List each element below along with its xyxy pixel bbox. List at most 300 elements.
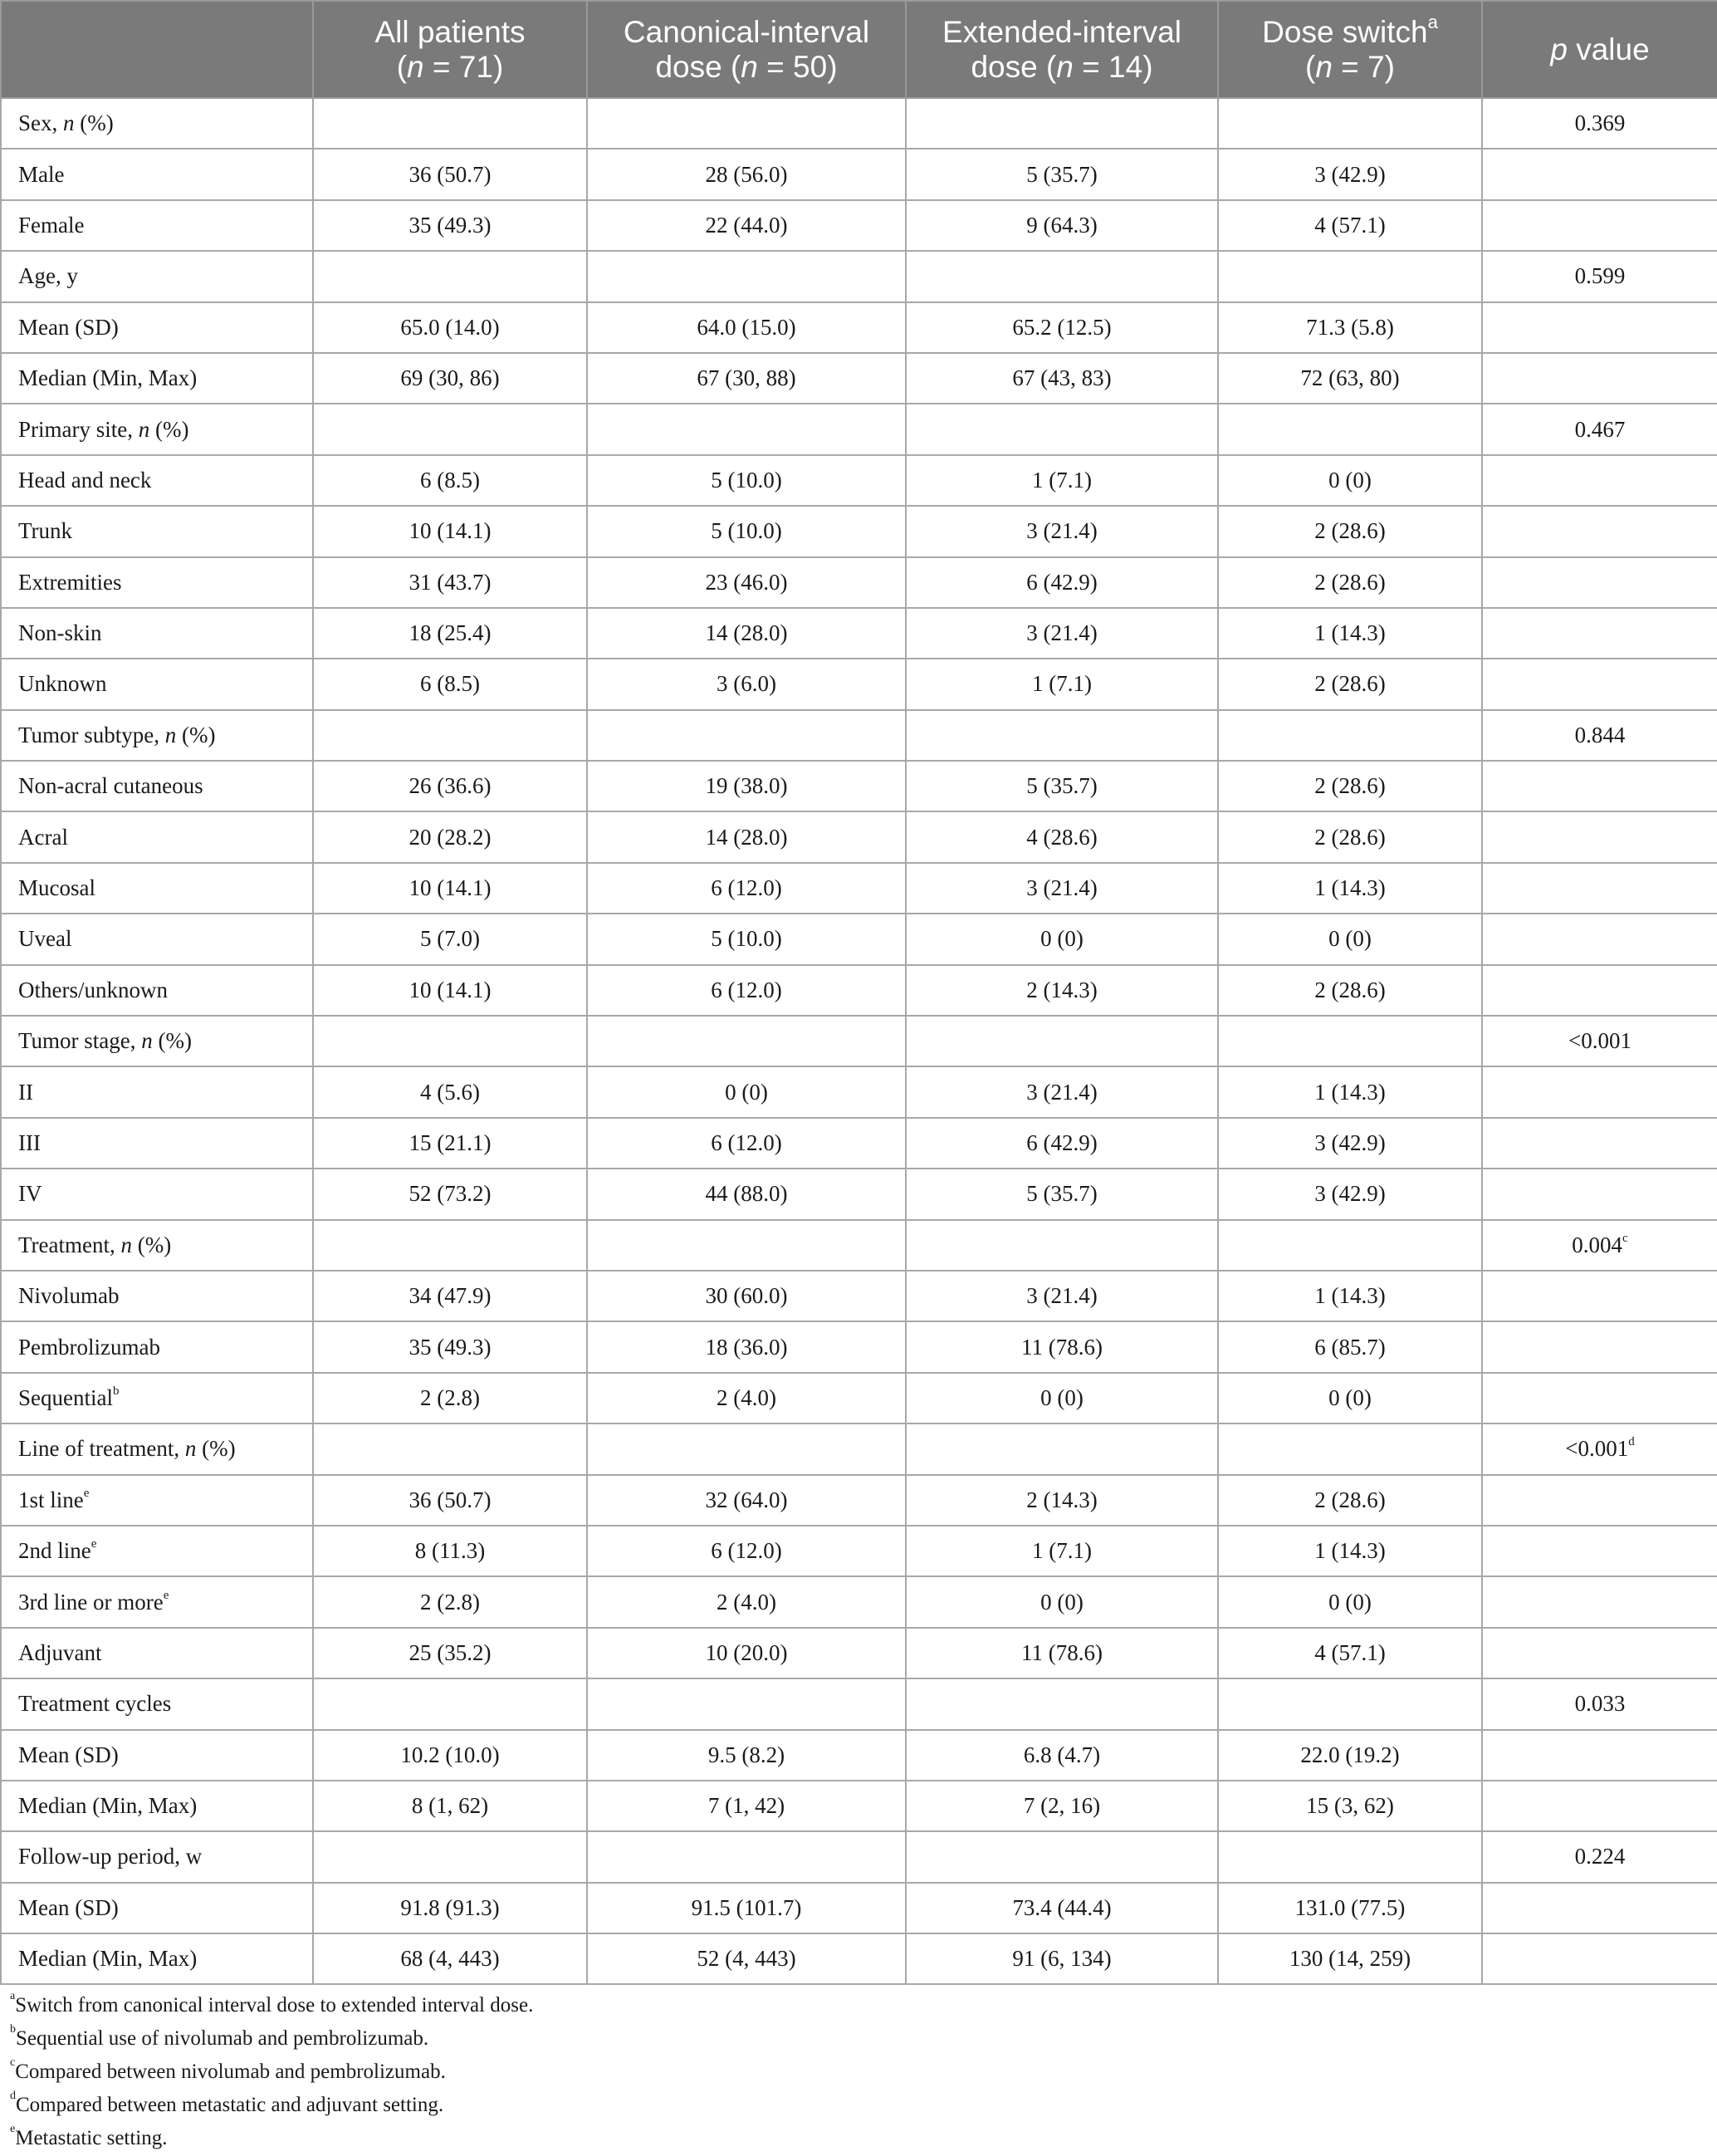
p-value: 0.004 — [1572, 1232, 1623, 1257]
footnote-marker: c — [1622, 1231, 1628, 1245]
table-row — [1, 1169, 1717, 1219]
p-value-cell — [1482, 710, 1717, 761]
table-cell — [906, 1016, 1218, 1066]
p-value-cell — [1482, 1831, 1717, 1882]
row-label-text: Sequential — [18, 1384, 113, 1410]
row-label — [1, 98, 313, 149]
table-cell: 91.5 (101.7) — [587, 1883, 906, 1933]
header-n-symbol: n — [407, 49, 424, 84]
row-label-text: Mucosal — [18, 875, 95, 901]
table-cell: 2 (14.3) — [906, 965, 1218, 1016]
row-label-text: Primary site, — [18, 416, 139, 442]
table-cell — [906, 1220, 1218, 1271]
table-row — [1, 1271, 1717, 1321]
table-row — [1, 404, 1717, 454]
table-cell: 9.5 (8.2) — [587, 1730, 906, 1781]
table-cell: 11 (78.6) — [906, 1321, 1218, 1372]
table-cell: 6 (8.5) — [313, 455, 587, 506]
table-row — [1, 811, 1717, 862]
footnote — [0, 2056, 1717, 2089]
table-row — [1, 710, 1717, 761]
row-label-text: Non-acral cutaneous — [18, 773, 203, 799]
footnote-text: Compared between metastatic and adjuvant setting. — [16, 2094, 444, 2116]
row-label-text: 2nd line — [18, 1538, 91, 1564]
table-cell — [1218, 710, 1482, 761]
table-cell: 1 (14.3) — [1218, 1526, 1482, 1576]
row-label-text: Line of treatment, — [18, 1436, 185, 1462]
p-value-cell — [1482, 1576, 1717, 1627]
table-cell: 65.2 (12.5) — [906, 302, 1218, 353]
table-row — [1, 1678, 1717, 1729]
footnote-text: Switch from canonical interval dose to extended interval dose. — [15, 1994, 534, 2016]
table-cell — [906, 1831, 1218, 1882]
table-cell: 10 (14.1) — [313, 863, 587, 914]
row-label-unit: (%) — [132, 1232, 172, 1257]
table-cell — [313, 1678, 587, 1729]
p-value-cell — [1482, 1628, 1717, 1678]
footnote-marker: e — [163, 1588, 169, 1602]
table-row — [1, 506, 1717, 556]
header-canonical-interval — [587, 1, 906, 98]
p-value-cell — [1482, 863, 1717, 914]
header-n-symbol: n — [1315, 49, 1333, 84]
table-cell: 4 (57.1) — [1218, 200, 1482, 251]
table-cell: 6 (85.7) — [1218, 1321, 1482, 1372]
row-label — [1, 302, 313, 353]
p-value: 0.844 — [1574, 722, 1626, 747]
row-label-unit: (%) — [196, 1436, 236, 1462]
row-label — [1, 353, 313, 404]
header-extended-interval — [906, 1, 1218, 98]
table-cell: 10 (14.1) — [313, 965, 587, 1016]
row-label-text: Male — [18, 161, 65, 187]
table-cell — [1218, 404, 1482, 454]
table-cell: 35 (49.3) — [313, 1321, 587, 1372]
table-row — [1, 659, 1717, 709]
row-label-text: Treatment, — [18, 1232, 121, 1257]
table-cell: 130 (14, 259) — [1218, 1933, 1482, 1984]
table-cell: 3 (21.4) — [906, 1066, 1218, 1117]
table-cell: 30 (60.0) — [587, 1271, 906, 1321]
table-body — [1, 98, 1717, 1984]
row-label — [1, 1066, 313, 1117]
row-label-text: III — [18, 1130, 41, 1155]
footnote-marker: e — [10, 2122, 16, 2135]
table-cell: 6 (12.0) — [587, 965, 906, 1016]
table-cell: 1 (14.3) — [1218, 608, 1482, 659]
table-cell: 2 (28.6) — [1218, 557, 1482, 608]
p-value-cell — [1482, 506, 1717, 556]
table-cell: 2 (28.6) — [1218, 965, 1482, 1016]
footnote-marker: c — [10, 2056, 16, 2069]
p-value-cell — [1482, 353, 1717, 404]
table-cell: 67 (43, 83) — [906, 353, 1218, 404]
row-label — [1, 659, 313, 709]
row-label — [1, 1373, 313, 1423]
table-cell — [1218, 1678, 1482, 1729]
table-cell: 4 (5.6) — [313, 1066, 587, 1117]
table-cell: 8 (1, 62) — [313, 1781, 587, 1831]
table-cell: 0 (0) — [906, 1576, 1218, 1627]
table-cell: 1 (14.3) — [1218, 863, 1482, 914]
table-row — [1, 914, 1717, 964]
table-row — [1, 1628, 1717, 1678]
table-cell: 68 (4, 443) — [313, 1933, 587, 1984]
header-dose-switch-count: = 7) — [1332, 49, 1395, 84]
table-row — [1, 1066, 1717, 1117]
table-row — [1, 608, 1717, 659]
table-cell: 35 (49.3) — [313, 200, 587, 251]
table-cell: 0 (0) — [906, 1373, 1218, 1423]
row-label — [1, 1016, 313, 1066]
row-label — [1, 608, 313, 659]
table-cell — [313, 1831, 587, 1882]
n-symbol: n — [184, 1436, 197, 1462]
table-cell — [906, 710, 1218, 761]
p-value-cell — [1482, 659, 1717, 709]
p-value-cell — [1482, 1781, 1717, 1831]
row-label-text: Adjuvant — [18, 1639, 102, 1665]
footnote-marker: e — [83, 1486, 90, 1500]
table-cell: 6.8 (4.7) — [906, 1730, 1218, 1781]
row-label-text: Uveal — [18, 926, 72, 952]
table-cell: 0 (0) — [906, 914, 1218, 964]
table-cell: 2 (2.8) — [313, 1373, 587, 1423]
header-canonical-count: = 50) — [757, 49, 838, 84]
n-symbol: n — [164, 722, 177, 747]
table-cell: 36 (50.7) — [313, 149, 587, 199]
header-p-symbol: p — [1550, 32, 1568, 66]
table-header-row — [1, 1, 1717, 98]
p-value-cell — [1482, 1475, 1717, 1526]
table-cell — [906, 251, 1218, 301]
n-symbol: n — [138, 416, 150, 442]
header-dose-switch-title: Dose switch — [1262, 14, 1428, 49]
row-label — [1, 1933, 313, 1984]
table-cell: 2 (4.0) — [587, 1373, 906, 1423]
row-label — [1, 1220, 313, 1271]
table-cell: 11 (78.6) — [906, 1628, 1218, 1678]
footnote-text: Compared between nivolumab and pembrolizumab. — [15, 2060, 446, 2083]
table-cell: 1 (7.1) — [906, 1526, 1218, 1576]
table-cell: 72 (63, 80) — [1218, 353, 1482, 404]
table-row — [1, 1781, 1717, 1831]
table-cell: 3 (21.4) — [906, 1271, 1218, 1321]
table-cell: 8 (11.3) — [313, 1526, 587, 1576]
table-cell: 1 (14.3) — [1218, 1066, 1482, 1117]
p-value-cell — [1482, 1118, 1717, 1169]
header-canonical-title: Canonical-interval — [623, 14, 870, 49]
header-extended-dose: dose ( — [971, 49, 1057, 84]
table-row — [1, 1730, 1717, 1781]
footnote-marker: d — [10, 2089, 16, 2102]
table-cell: 5 (10.0) — [587, 914, 906, 964]
p-value-cell — [1482, 1271, 1717, 1321]
p-value-cell — [1482, 811, 1717, 862]
row-label-text: Mean (SD) — [18, 314, 119, 340]
table-cell: 3 (42.9) — [1218, 149, 1482, 199]
header-n-symbol: n — [741, 49, 758, 84]
table-row — [1, 1883, 1717, 1933]
table-row — [1, 149, 1717, 199]
table-cell — [1218, 1423, 1482, 1474]
table-cell — [906, 98, 1218, 149]
table-cell — [906, 404, 1218, 454]
header-all-patients-title: All patients — [374, 14, 526, 49]
row-label — [1, 404, 313, 454]
row-label-unit: (%) — [152, 1028, 192, 1054]
table-cell: 18 (36.0) — [587, 1321, 906, 1372]
table-cell — [906, 1423, 1218, 1474]
table-cell: 10 (14.1) — [313, 506, 587, 556]
table-cell: 14 (28.0) — [587, 608, 906, 659]
row-label — [1, 1576, 313, 1627]
table-cell: 2 (2.8) — [313, 1576, 587, 1627]
table-cell — [587, 1423, 906, 1474]
table-cell: 14 (28.0) — [587, 811, 906, 862]
p-value-cell — [1482, 1526, 1717, 1576]
table-row — [1, 761, 1717, 811]
table-row — [1, 1118, 1717, 1169]
table-cell: 20 (28.2) — [313, 811, 587, 862]
row-label — [1, 455, 313, 506]
p-value-cell — [1482, 914, 1717, 964]
table-cell: 36 (50.7) — [313, 1475, 587, 1526]
table-cell: 2 (28.6) — [1218, 506, 1482, 556]
p-value-cell — [1482, 1423, 1717, 1474]
row-label — [1, 1781, 313, 1831]
row-label — [1, 1118, 313, 1169]
row-label — [1, 811, 313, 862]
n-symbol: n — [141, 1028, 153, 1054]
table-cell — [1218, 1220, 1482, 1271]
row-label — [1, 1628, 313, 1678]
table-cell: 3 (6.0) — [587, 659, 906, 709]
table-cell: 34 (47.9) — [313, 1271, 587, 1321]
p-value: 0.467 — [1574, 416, 1626, 442]
p-value-cell — [1482, 200, 1717, 251]
table-cell — [587, 1831, 906, 1882]
table-cell: 0 (0) — [1218, 1373, 1482, 1423]
row-label — [1, 1321, 313, 1372]
table-row — [1, 1576, 1717, 1627]
table-cell: 3 (21.4) — [906, 863, 1218, 914]
footnotes — [0, 1989, 1717, 2155]
footnote-marker: b — [112, 1384, 120, 1398]
row-label-text: Tumor stage, — [18, 1028, 142, 1054]
table-cell — [313, 251, 587, 301]
row-label-text: Median (Min, Max) — [18, 365, 198, 391]
table-cell: 44 (88.0) — [587, 1169, 906, 1219]
p-value-cell — [1482, 302, 1717, 353]
table-cell — [1218, 251, 1482, 301]
table-cell — [587, 1220, 906, 1271]
table-cell: 52 (4, 443) — [587, 1933, 906, 1984]
table-cell: 25 (35.2) — [313, 1628, 587, 1678]
table-cell — [313, 710, 587, 761]
row-label-text: Female — [18, 212, 85, 238]
table-cell: 19 (38.0) — [587, 761, 906, 811]
row-label-text: II — [18, 1079, 33, 1105]
p-value-cell — [1482, 1066, 1717, 1117]
header-n-symbol: n — [1056, 49, 1074, 84]
table-cell: 73.4 (44.4) — [906, 1883, 1218, 1933]
table-cell: 22.0 (19.2) — [1218, 1730, 1482, 1781]
table-cell: 5 (35.7) — [906, 149, 1218, 199]
footnote-marker: e — [90, 1537, 97, 1551]
table-cell: 1 (7.1) — [906, 659, 1218, 709]
footnote-marker: d — [1628, 1435, 1635, 1449]
table-row — [1, 1475, 1717, 1526]
table-cell: 6 (42.9) — [906, 1118, 1218, 1169]
row-label-text: Age, y — [18, 263, 78, 289]
table-cell — [587, 404, 906, 454]
header-all-patients: All patients (n = 71) — [313, 1, 587, 98]
table-cell: 2 (28.6) — [1218, 811, 1482, 862]
p-value-cell — [1482, 965, 1717, 1016]
n-symbol: n — [63, 110, 75, 136]
table-cell — [313, 1016, 587, 1066]
table-cell — [1218, 98, 1482, 149]
row-label-unit: (%) — [149, 416, 189, 442]
table-row — [1, 1526, 1717, 1576]
header-p-value-label: value — [1567, 32, 1650, 66]
table-cell: 31 (43.7) — [313, 557, 587, 608]
row-label — [1, 1423, 313, 1474]
table-cell: 3 (21.4) — [906, 608, 1218, 659]
footnote-text: Metastatic setting. — [15, 2127, 168, 2149]
table-cell: 0 (0) — [1218, 914, 1482, 964]
table-cell: 7 (2, 16) — [906, 1781, 1218, 1831]
row-label-text: Mean (SD) — [18, 1894, 119, 1920]
table-cell: 6 (12.0) — [587, 863, 906, 914]
table-cell — [1218, 1016, 1482, 1066]
table-cell: 3 (42.9) — [1218, 1118, 1482, 1169]
table-cell — [587, 1016, 906, 1066]
table-cell — [587, 1678, 906, 1729]
p-value-cell — [1482, 1678, 1717, 1729]
table-row — [1, 455, 1717, 506]
table-row — [1, 302, 1717, 353]
row-label — [1, 863, 313, 914]
table-cell: 6 (12.0) — [587, 1526, 906, 1576]
table-cell: 15 (21.1) — [313, 1118, 587, 1169]
table-cell: 15 (3, 62) — [1218, 1781, 1482, 1831]
table-cell: 2 (28.6) — [1218, 659, 1482, 709]
table-cell: 23 (46.0) — [587, 557, 906, 608]
table-cell: 28 (56.0) — [587, 149, 906, 199]
row-label-text: Pembrolizumab — [18, 1334, 160, 1360]
row-label-unit: (%) — [176, 722, 216, 747]
header-extended-count: = 14) — [1073, 49, 1153, 84]
table-cell: 10 (20.0) — [587, 1628, 906, 1678]
row-label-text: Trunk — [18, 518, 73, 544]
row-label-text: Median (Min, Max) — [18, 1946, 198, 1972]
table-cell — [587, 98, 906, 149]
row-label-text: Mean (SD) — [18, 1742, 119, 1767]
p-value-cell — [1482, 149, 1717, 199]
p-value-cell — [1482, 1321, 1717, 1372]
table-cell: 91 (6, 134) — [906, 1933, 1218, 1984]
row-label-text: Non-skin — [18, 620, 102, 646]
table-row — [1, 98, 1717, 149]
row-label — [1, 761, 313, 811]
table-cell — [313, 404, 587, 454]
table-cell — [906, 1678, 1218, 1729]
footnote — [0, 2089, 1717, 2122]
table-cell: 5 (10.0) — [587, 455, 906, 506]
p-value-cell — [1482, 1169, 1717, 1219]
table-cell: 52 (73.2) — [313, 1169, 587, 1219]
table-cell: 6 (42.9) — [906, 557, 1218, 608]
table-cell: 3 (42.9) — [1218, 1169, 1482, 1219]
p-value: 0.033 — [1574, 1691, 1626, 1717]
p-value-cell — [1482, 1016, 1717, 1066]
table-cell: 4 (57.1) — [1218, 1628, 1482, 1678]
table-cell: 0 (0) — [1218, 455, 1482, 506]
table-row — [1, 1373, 1717, 1423]
row-label-unit: (%) — [74, 110, 114, 136]
header-canonical-dose: dose ( — [655, 49, 741, 84]
table-cell: 10.2 (10.0) — [313, 1730, 587, 1781]
row-label-text: Unknown — [18, 671, 107, 697]
row-label-text: Sex, — [18, 110, 63, 136]
table-cell: 18 (25.4) — [313, 608, 587, 659]
p-value-cell — [1482, 557, 1717, 608]
p-value-cell — [1482, 455, 1717, 506]
table-cell: 64.0 (15.0) — [587, 302, 906, 353]
table-cell: 71.3 (5.8) — [1218, 302, 1482, 353]
table-row — [1, 251, 1717, 301]
row-label-text: 1st line — [18, 1487, 84, 1512]
p-value-cell — [1482, 1373, 1717, 1423]
row-label — [1, 710, 313, 761]
table-cell: 91.8 (91.3) — [313, 1883, 587, 1933]
table-cell — [313, 98, 587, 149]
row-label — [1, 914, 313, 964]
table-cell: 5 (7.0) — [313, 914, 587, 964]
table-cell — [587, 251, 906, 301]
row-label — [1, 1883, 313, 1933]
p-value: 0.369 — [1574, 110, 1626, 136]
row-label — [1, 1678, 313, 1729]
row-label — [1, 557, 313, 608]
table-cell: 5 (35.7) — [906, 761, 1218, 811]
table-cell: 5 (35.7) — [906, 1169, 1218, 1219]
row-label — [1, 1271, 313, 1321]
p-value-cell — [1482, 761, 1717, 811]
header-blank-cell — [1, 1, 313, 98]
table-row — [1, 1220, 1717, 1271]
row-label-text: Nivolumab — [18, 1283, 120, 1309]
row-label-text: Follow-up period, w — [18, 1844, 203, 1869]
table-cell: 26 (36.6) — [313, 761, 587, 811]
table-cell: 2 (28.6) — [1218, 1475, 1482, 1526]
footnote-text: Sequential use of nivolumab and pembrolizumab. — [16, 2027, 429, 2050]
table-cell: 32 (64.0) — [587, 1475, 906, 1526]
p-value-cell — [1482, 404, 1717, 454]
table-cell — [587, 710, 906, 761]
row-label — [1, 965, 313, 1016]
p-value-cell — [1482, 1220, 1717, 1271]
table-row — [1, 1016, 1717, 1066]
table-cell: 2 (14.3) — [906, 1475, 1218, 1526]
table-row — [1, 1831, 1717, 1882]
table-row — [1, 863, 1717, 914]
table-cell — [313, 1423, 587, 1474]
row-label-text: Treatment cycles — [18, 1691, 172, 1717]
n-symbol: n — [120, 1232, 132, 1257]
